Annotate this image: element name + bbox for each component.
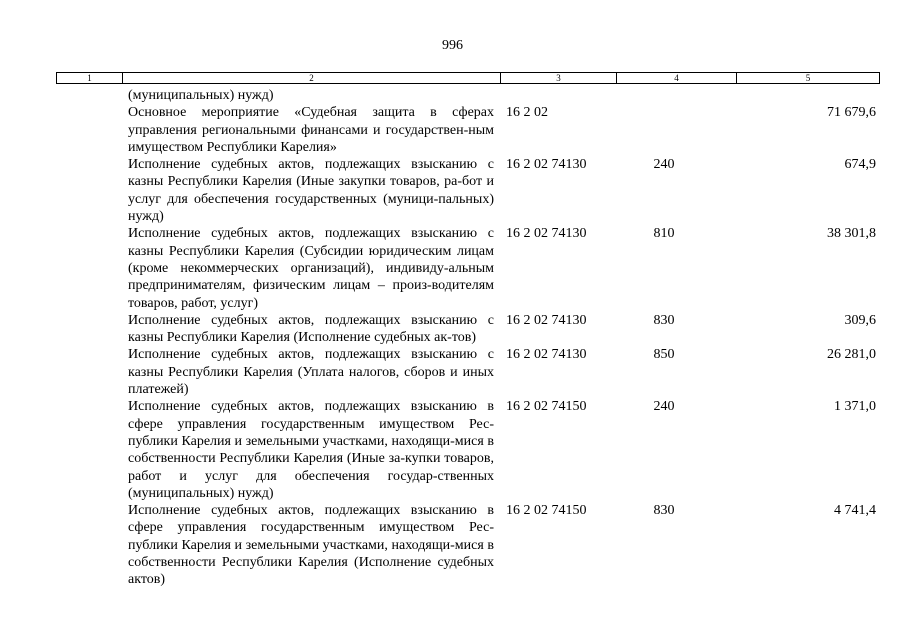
- table-row: [56, 156, 880, 225]
- row-code: [494, 87, 624, 104]
- row-name: Исполнение судебных актов, подлежащих взысканию с казны Республики Карелия (Исполнение судебных ак-тов): [128, 312, 494, 346]
- header-col-1: 1: [57, 73, 123, 83]
- row-name: (муниципальных) нужд): [128, 88, 274, 103]
- row-amount: 38 301,8: [827, 226, 876, 242]
- row-expense-type: 830: [653, 312, 675, 328]
- row-amount: 1 371,0: [834, 399, 876, 415]
- table-row: [56, 346, 880, 398]
- table-row: [56, 87, 880, 104]
- row-name: Исполнение судебных актов, подлежащих взысканию с казны Республики Карелия (Уплата налогов, сборов и иных платежей): [128, 347, 494, 398]
- row-code: 16 2 02 74130: [506, 157, 587, 173]
- row-amount: 309,6: [844, 312, 876, 328]
- row-expense-type: 830: [653, 503, 675, 519]
- row-amount: 71 679,6: [827, 105, 876, 121]
- row-code: 16 2 02 74130: [506, 312, 587, 328]
- header-col-3: 3: [501, 73, 617, 83]
- header-col-2: 2: [123, 73, 501, 83]
- row-name: Исполнение судебных актов, подлежащих взысканию в сфере управления государственным имуществом Рес-публики Карелия и земельными участками, находящи-мися в собственности Республики Карелия (Исполнение судебных актов): [128, 503, 494, 588]
- row-amount: 674,9: [844, 157, 876, 173]
- row-code: 16 2 02 74150: [506, 503, 587, 519]
- table-row: [56, 398, 880, 502]
- row-name: Исполнение судебных актов, подлежащих взысканию в сфере управления государственным имуществом Рес-публики Карелия и земельными участками, находящи-мися в собственности Республики Карелия (Иные за-купки товаров, работ и услуг для обеспечения государ-ственных (муниципальных) нужд): [128, 399, 494, 501]
- row-expense-type: [624, 104, 704, 156]
- table-row: [56, 225, 880, 311]
- header-col-4: 4: [617, 73, 737, 83]
- row-code: 16 2 02 74150: [506, 399, 587, 415]
- row-code: 16 2 02 74130: [506, 226, 587, 242]
- row-name: Исполнение судебных актов, подлежащих взысканию с казны Республики Карелия (Субсидии юридическим лицам (кроме некоммерческих организаций), индивиду-альным предпринимателям, физическим лицам – произ-водителям товаров, работ, услуг): [128, 226, 494, 311]
- row-amount: [704, 87, 880, 104]
- row-name: Исполнение судебных актов, подлежащих взысканию с казны Республики Карелия (Иные закупки товаров, ра-бот и услуг для обеспечения государственных (муници-пальных) нужд): [128, 157, 494, 225]
- row-expense-type: 240: [653, 157, 675, 173]
- row-expense-type: 850: [653, 347, 675, 363]
- page-number: 996: [442, 38, 463, 53]
- row-name: Основное мероприятие «Судебная защита в сферах управления региональными финансами и государствен-ным имуществом Республики Карелия»: [128, 105, 494, 155]
- row-expense-type: 240: [653, 399, 675, 415]
- table-row: [56, 502, 880, 588]
- row-amount: 26 281,0: [827, 347, 876, 363]
- table-row: [56, 104, 880, 156]
- row-code: 16 2 02: [506, 105, 548, 121]
- row-amount: 4 741,4: [834, 503, 876, 519]
- row-code: 16 2 02 74130: [506, 347, 587, 363]
- table-body: [56, 87, 880, 589]
- table-header: [56, 72, 880, 84]
- row-expense-type: 810: [653, 226, 675, 242]
- header-col-5: 5: [805, 73, 811, 83]
- row-expense-type: [624, 87, 704, 104]
- table-row: [56, 312, 880, 347]
